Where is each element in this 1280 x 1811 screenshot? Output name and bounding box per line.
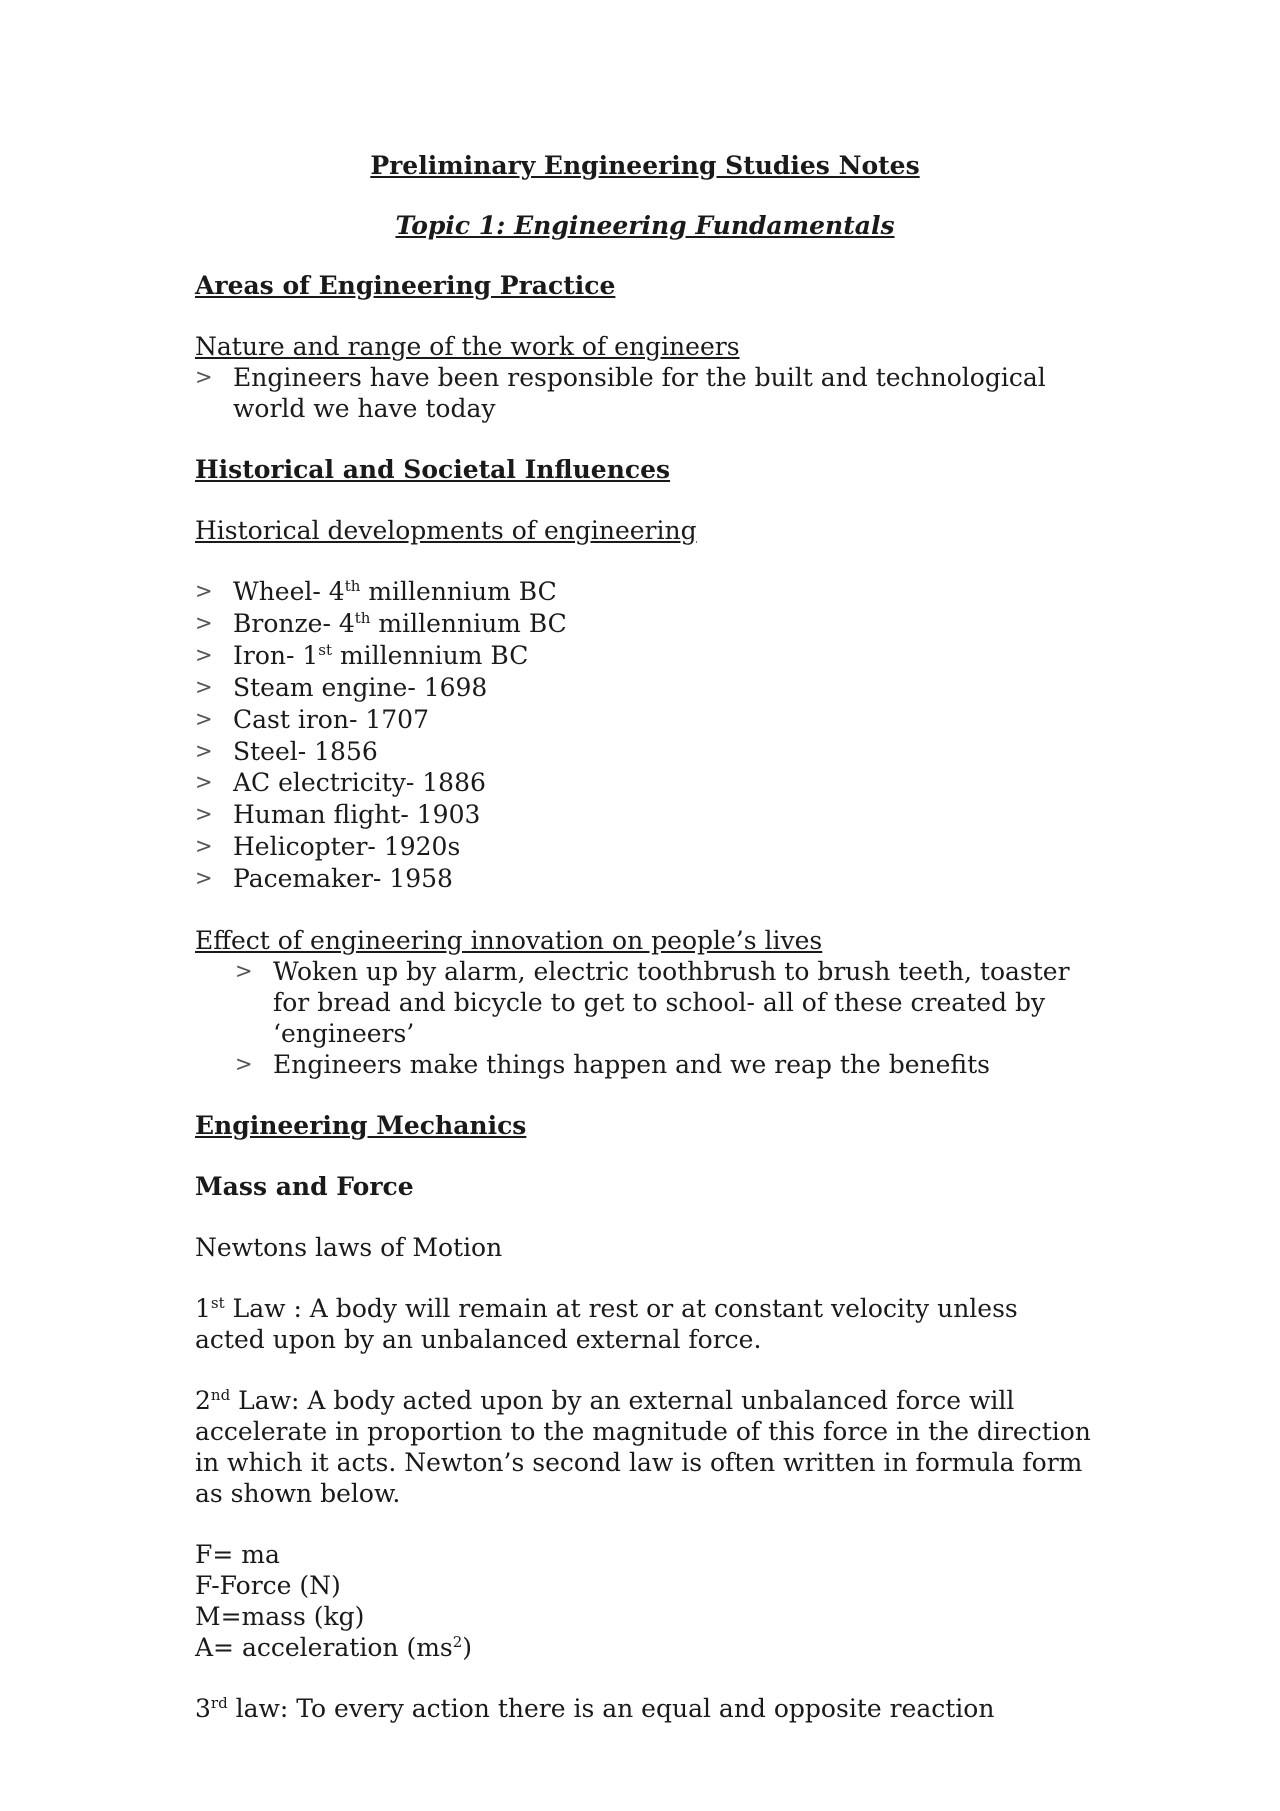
timeline-item-text: AC electricity- 1886 xyxy=(233,768,486,798)
bullet-marker: > xyxy=(195,674,213,699)
timeline-item xyxy=(195,672,1095,704)
law-2-number: 2 xyxy=(195,1386,211,1416)
bullet-marker: > xyxy=(195,579,213,603)
heading-engineering-mechanics: Engineering Mechanics xyxy=(195,1111,527,1141)
bullet-marker: > xyxy=(195,866,213,891)
timeline-item-ordinal: st xyxy=(318,640,333,659)
bullet-marker: > xyxy=(195,802,213,827)
heading-historical-and-societal-influences: Historical and Societal Influences xyxy=(195,455,671,484)
bullet-text: Engineers have been responsible for the built and technological world we have today xyxy=(233,363,1046,423)
subheading-mass-and-force: Mass and Force xyxy=(195,1172,414,1202)
timeline-item-text: Iron- 1 xyxy=(233,640,319,670)
subheading-historical-developments: Historical developments of engineering xyxy=(195,516,697,545)
bullet-list-nature xyxy=(195,362,1095,424)
law-1 xyxy=(195,1293,1095,1355)
bullet-marker: > xyxy=(195,738,213,763)
timeline-item xyxy=(195,704,1095,736)
timeline-item xyxy=(195,736,1095,768)
law-1-ordinal: st xyxy=(210,1294,225,1313)
document-title: Preliminary Engineering Studies Notes xyxy=(370,151,920,180)
timeline-item-text: Helicopter- 1920s xyxy=(233,832,461,862)
timeline-item xyxy=(195,767,1095,799)
timeline-list xyxy=(195,576,1095,895)
bullet-marker: > xyxy=(195,642,213,667)
bullet-marker: > xyxy=(195,610,213,635)
timeline-item xyxy=(195,608,1095,640)
subheading-effect-of-innovation: Effect of engineering innovation on people’s lives xyxy=(195,926,823,956)
formula-force: F-Force (N) xyxy=(195,1571,341,1601)
timeline-item-text: Steam engine- 1698 xyxy=(233,672,488,702)
heading-areas-of-engineering-practice: Areas of Engineering Practice xyxy=(195,271,616,300)
law-1-text: Law : A body will remain at rest or at constant velocity unless acted upon by an unbalanced external force. xyxy=(195,1294,1018,1355)
formula-mass: M=mass (kg) xyxy=(195,1602,365,1632)
effect-list xyxy=(195,956,1095,1080)
law-2-ordinal: nd xyxy=(210,1386,231,1405)
formula-acceleration-text: A= acceleration (ms xyxy=(195,1633,453,1663)
law-2-text: Law: A body acted upon by an external unbalanced force will accelerate in proportion to the magnitude of this force in the direction in which it acts. Newton’s second law is often written in formula form as shown below. xyxy=(195,1386,1091,1509)
timeline-item xyxy=(195,831,1095,863)
formula-block xyxy=(195,1539,1095,1663)
law-3-ordinal: rd xyxy=(210,1694,228,1713)
timeline-item-suffix: millennium BC xyxy=(360,577,557,606)
timeline-item xyxy=(195,576,1095,608)
formula-exponent: 2 xyxy=(452,1633,463,1652)
bullet-marker: > xyxy=(195,834,213,859)
timeline-item-text: Steel- 1856 xyxy=(233,736,378,766)
bullet-text: Engineers make things happen and we reap the benefits xyxy=(273,1050,990,1080)
timeline-item-ordinal: th xyxy=(344,577,361,595)
timeline-item-suffix: millennium BC xyxy=(332,640,529,670)
timeline-item-suffix: millennium BC xyxy=(370,608,567,638)
bullet-marker: > xyxy=(235,959,253,984)
timeline-item-text: Wheel- 4 xyxy=(233,577,345,606)
bullet-marker: > xyxy=(195,770,213,795)
laws-title: Newtons laws of Motion xyxy=(195,1233,503,1263)
timeline-item-text: Pacemaker- 1958 xyxy=(233,864,453,894)
law-1-number: 1 xyxy=(195,1294,211,1324)
law-3 xyxy=(195,1693,1095,1724)
timeline-item-text: Bronze- 4 xyxy=(233,608,355,638)
bullet-text: Woken up by alarm, electric toothbrush to brush teeth, toaster for bread and bicycle to get to school- all of these created by ‘engineers’ xyxy=(273,957,1070,1049)
timeline-item xyxy=(195,640,1095,672)
formula-line: F= ma xyxy=(195,1540,280,1570)
list-item xyxy=(195,956,1095,1049)
law-3-number: 3 xyxy=(195,1694,211,1724)
bullet-marker: > xyxy=(195,706,213,731)
timeline-item-ordinal: th xyxy=(354,608,371,627)
timeline-item-text: Human flight- 1903 xyxy=(233,800,481,830)
document-page xyxy=(195,150,1095,1724)
document-subtitle: Topic 1: Engineering Fundamentals xyxy=(395,211,895,240)
formula-acceleration xyxy=(195,1632,1095,1663)
bullet-marker: > xyxy=(195,365,213,389)
timeline-item xyxy=(195,799,1095,831)
timeline-item xyxy=(195,863,1095,895)
law-3-text: law: To every action there is an equal and opposite reaction xyxy=(227,1694,995,1724)
formula-close-paren: ) xyxy=(462,1633,473,1663)
subheading-nature-and-range: Nature and range of the work of engineers xyxy=(195,332,740,361)
bullet-marker: > xyxy=(235,1052,253,1077)
list-item xyxy=(195,1049,1095,1080)
law-2 xyxy=(195,1385,1095,1509)
timeline-item-text: Cast iron- 1707 xyxy=(233,704,429,734)
list-item xyxy=(195,362,1095,424)
